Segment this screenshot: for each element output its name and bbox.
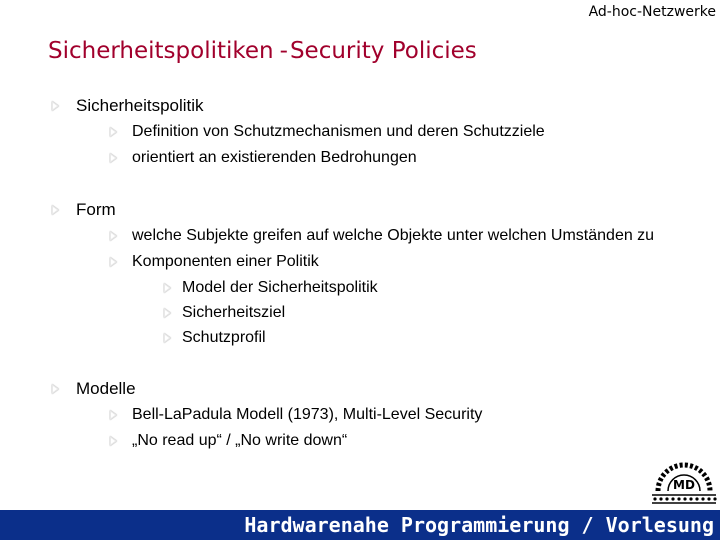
bullet-item-modelle <box>52 376 712 454</box>
sub-sub-bullet-item <box>164 325 712 350</box>
bullet-arrow-icon <box>164 333 171 343</box>
sub-bullet-text: orientiert an existierenden Bedrohungen <box>132 149 417 166</box>
sub-sub-bullet-item <box>164 275 712 300</box>
sub-sub-bullet-text: Schutzprofil <box>182 329 266 346</box>
bullet-item-form <box>52 197 712 350</box>
sub-bullet-item <box>110 402 712 428</box>
sub-bullet-list <box>76 402 712 454</box>
sub-sub-bullet-text: Sicherheitsziel <box>182 304 286 321</box>
sub-bullet-text: Bell-LaPadula Modell (1973), Multi-Level Security <box>132 406 483 423</box>
title-german: Sicherheitspolitiken <box>48 38 274 64</box>
bullet-arrow-icon <box>110 410 117 420</box>
bullet-arrow-icon <box>52 205 59 215</box>
bullet-arrow-icon <box>110 436 117 446</box>
bullet-arrow-icon <box>52 101 59 111</box>
title-english: Security Policies <box>289 38 477 64</box>
bullet-item-sicherheitspolitik <box>52 93 712 171</box>
course-topic-label: Ad-hoc-Netzwerke <box>588 4 716 20</box>
bullet-arrow-icon <box>110 127 117 137</box>
bullet-content <box>52 93 712 454</box>
sub-bullet-text: „No read up“ / „No write down“ <box>132 432 348 449</box>
bullet-arrow-icon <box>110 257 117 267</box>
slide-title <box>48 38 477 64</box>
university-logo <box>646 455 720 511</box>
logo-text: MD <box>673 478 695 492</box>
bullet-text: Modelle <box>76 379 136 398</box>
sub-bullet-text: Komponenten einer Politik <box>132 253 319 270</box>
footer-bar <box>0 510 720 540</box>
footer-course-title: Hardwarenahe Programmierung / Vorlesung <box>244 513 714 537</box>
bullet-list <box>52 93 712 454</box>
sub-sub-bullet-text: Model der Sicherheitspolitik <box>182 279 378 296</box>
sub-bullet-item <box>110 119 712 145</box>
sub-sub-bullet-item <box>164 300 712 325</box>
bullet-arrow-icon <box>110 153 117 163</box>
bullet-text: Sicherheitspolitik <box>76 96 204 115</box>
bullet-text: Form <box>76 200 116 219</box>
sub-bullet-item <box>110 428 712 454</box>
title-separator: - <box>279 38 288 64</box>
sub-bullet-list <box>76 223 712 350</box>
bullet-arrow-icon <box>164 308 171 318</box>
sub-sub-bullet-list <box>132 275 712 350</box>
sub-bullet-item <box>110 249 712 350</box>
bullet-arrow-icon <box>110 231 117 241</box>
sub-bullet-list <box>76 119 712 171</box>
bullet-arrow-icon <box>52 384 59 394</box>
sub-bullet-text: Definition von Schutzmechanismen und deren Schutzziele <box>132 123 545 140</box>
sub-bullet-text: welche Subjekte greifen auf welche Objekte unter welchen Umständen zu <box>132 227 655 244</box>
sub-bullet-item <box>110 223 712 249</box>
sub-bullet-item <box>110 145 712 171</box>
bullet-arrow-icon <box>164 283 171 293</box>
